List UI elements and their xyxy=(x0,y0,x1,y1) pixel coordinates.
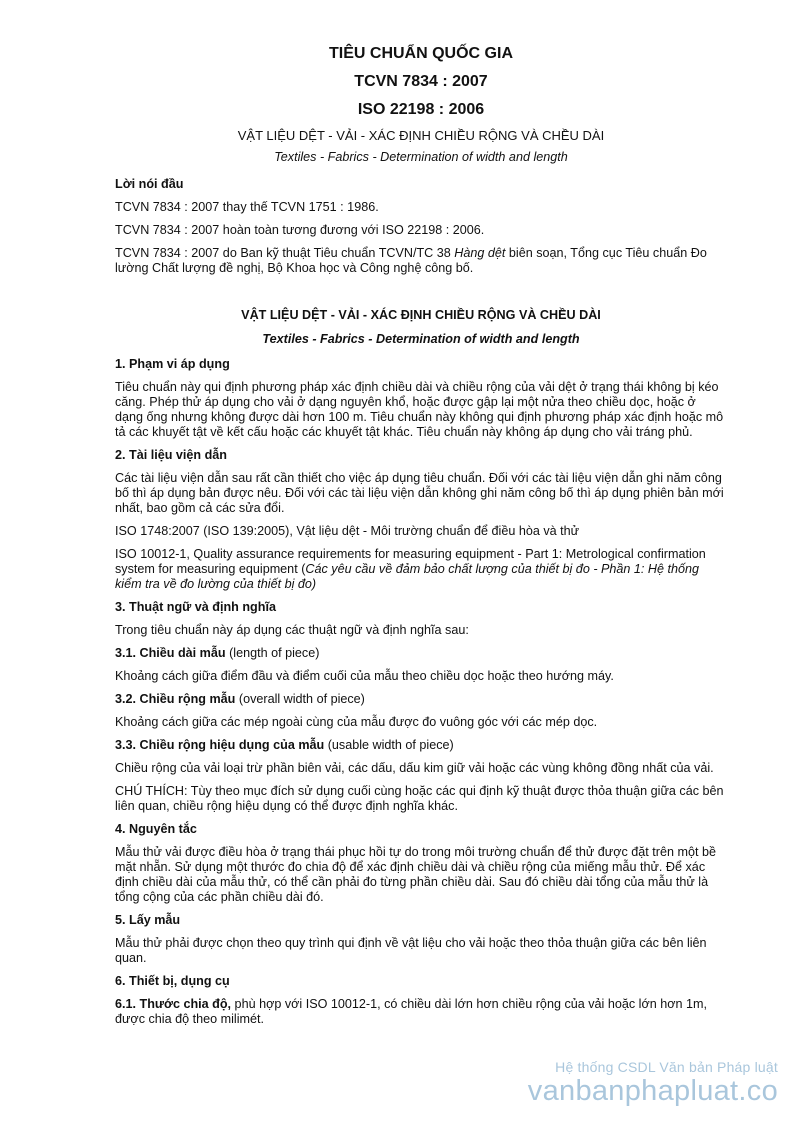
term-english: (usable width of piece) xyxy=(324,738,454,752)
text-run: biên soạn, Tổng cục Tiêu chuẩn Đo lường Chất lượng đề nghị, Bộ Khoa học và Công nghệ công bố. xyxy=(115,246,707,275)
document-subtitle-en: Textiles - Fabrics - Determination of width and length xyxy=(274,150,568,164)
foreword-paragraph xyxy=(115,246,727,276)
reference-item xyxy=(115,547,727,592)
note: CHÚ THÍCH: Tùy theo mục đích sử dụng cuối cùng hoặc các qui định kỹ thuật được thỏa thuận giữa các bên liên quan, chiều rộng hiệu dụng có thể được định nghĩa khác. xyxy=(115,784,724,813)
text-run: phù hợp với ISO 10012-1, có chiều dài lớn hơn chiều rộng của vải hoặc lớn hơn 1m, được chia độ theo milimét. xyxy=(115,997,707,1026)
standard-code: TCVN 7834 : 2007 xyxy=(354,73,488,90)
term-english: (length of piece) xyxy=(225,646,320,660)
section-heading: 5. Lấy mẫu xyxy=(115,913,181,927)
section-body: Mẫu thử vải được điều hòa ở trạng thái phục hồi tự do trong môi trường chuẩn để thử được đặt trên một bề mặt nhẵn. Sử dụng một thước đo chia độ để xác định chiều dài và chiều rộng của miếng mẫu thử. Để xác định chiều dài của mẫu thử, có thể cần phải đo từng phần chiều dài. Sau đó chiều dài tổng của mẫu thử là tổng cộng của các phần chiều dài đó. xyxy=(115,845,716,904)
text-run-italic: Các yêu cầu về đảm bảo chất lượng của thiết bị đo - Phần 1: Hệ thống kiểm tra về đo lường của thiết bị đo) xyxy=(115,562,700,591)
foreword-paragraph: TCVN 7834 : 2007 thay thế TCVN 1751 : 1986. xyxy=(115,200,379,214)
term-label: 3.2. Chiều rộng mẫu xyxy=(115,692,236,706)
watermark-line: Hệ thống CSDL Văn bản Pháp luật xyxy=(555,1059,778,1075)
section-heading: 6. Thiết bị, dụng cụ xyxy=(115,974,230,988)
text-run: ISO 10012-1, Quality assurance requirements for measuring equipment - Part 1: Metrological confirmation system for measuring equipment ( xyxy=(115,547,706,576)
term-heading xyxy=(115,646,727,661)
term-label: 3.3. Chiều rộng hiệu dụng của mẫu xyxy=(115,738,325,752)
iso-code: ISO 22198 : 2006 xyxy=(357,101,485,118)
section-body: Mẫu thử phải được chọn theo quy trình qui định về vật liệu cho vải hoặc theo thỏa thuận giữa các bên liên quan. xyxy=(115,936,707,965)
section-body: Trong tiêu chuẩn này áp dụng các thuật ngữ và định nghĩa sau: xyxy=(115,623,469,637)
reference-item: ISO 1748:2007 (ISO 139:2005), Vật liệu dệt - Môi trường chuẩn để điều hòa và thử xyxy=(115,524,580,538)
term-label: 3.1. Chiều dài mẫu xyxy=(115,646,226,660)
main-title-en: Textiles - Fabrics - Determination of width and length xyxy=(262,332,580,346)
text-run: TCVN 7834 : 2007 do Ban kỹ thuật Tiêu chuẩn TCVN/TC 38 xyxy=(115,246,455,260)
watermark-site: vanbanphapluat.co xyxy=(527,1075,778,1107)
section-heading: 4. Nguyên tắc xyxy=(115,822,197,836)
section-body: Tiêu chuẩn này qui định phương pháp xác định chiều dài và chiều rộng của vải dệt ở trạng thái không bị kéo căng. Phép thử áp dụng cho vải ở dạng nguyên khổ, hoặc được gập lại một nửa theo chiều dọc, hoặc ở dạng ống nhưng không được dài hơn 100 m. Tiêu chuẩn này không qui định phương pháp xác định hoặc mô tả các khuyết tật về kết cấu hoặc các khuyết tật khác. Tiêu chuẩn này không áp dụng cho vải tráng phủ. xyxy=(115,380,724,439)
term-heading xyxy=(115,692,727,707)
term-definition: Chiều rộng của vải loại trừ phần biên vải, các dấu, dấu kim giữ vải hoặc các vùng không đồng nhất của vải. xyxy=(115,761,714,775)
term-english: (overall width of piece) xyxy=(235,692,365,706)
standard-title: TIÊU CHUẨN QUỐC GIA xyxy=(329,45,513,62)
section-heading: 2. Tài liệu viện dẫn xyxy=(115,448,227,462)
term-definition: Khoảng cách giữa các mép ngoài cùng của mẫu được đo vuông góc với các mép dọc. xyxy=(115,715,598,729)
foreword-heading: Lời nói đầu xyxy=(115,177,184,191)
term-definition: Khoảng cách giữa điểm đầu và điểm cuối của mẫu theo chiều dọc hoặc theo hướng máy. xyxy=(115,669,614,683)
term-heading xyxy=(115,738,727,753)
term-label: 6.1. Thước chia độ, xyxy=(115,997,232,1011)
section-body xyxy=(115,997,727,1027)
foreword-paragraph: TCVN 7834 : 2007 hoàn toàn tương đương với ISO 22198 : 2006. xyxy=(115,223,485,237)
section-heading: 3. Thuật ngữ và định nghĩa xyxy=(115,600,276,614)
main-title: VẬT LIỆU DỆT - VẢI - XÁC ĐỊNH CHIỀU RỘNG VÀ CHỀU DÀI xyxy=(241,308,601,322)
document-page xyxy=(115,44,727,1035)
section-heading: 1. Phạm vi áp dụng xyxy=(115,357,230,371)
document-subtitle: VẬT LIỆU DỆT - VẢI - XÁC ĐỊNH CHIỀU RỘNG VÀ CHỀU DÀI xyxy=(237,128,605,143)
text-run-italic: Hàng dệt xyxy=(454,246,506,260)
watermark xyxy=(528,1059,778,1107)
section-body: Các tài liệu viện dẫn sau rất cần thiết cho việc áp dụng tiêu chuẩn. Đối với các tài liệu viện dẫn ghi năm công bố thì áp dụng bản được nêu. Đối với các tài liệu viện dẫn không ghi năm công bố thì áp dụng phiên bản mới nhất, bao gồm cả các sửa đổi. xyxy=(115,471,724,515)
